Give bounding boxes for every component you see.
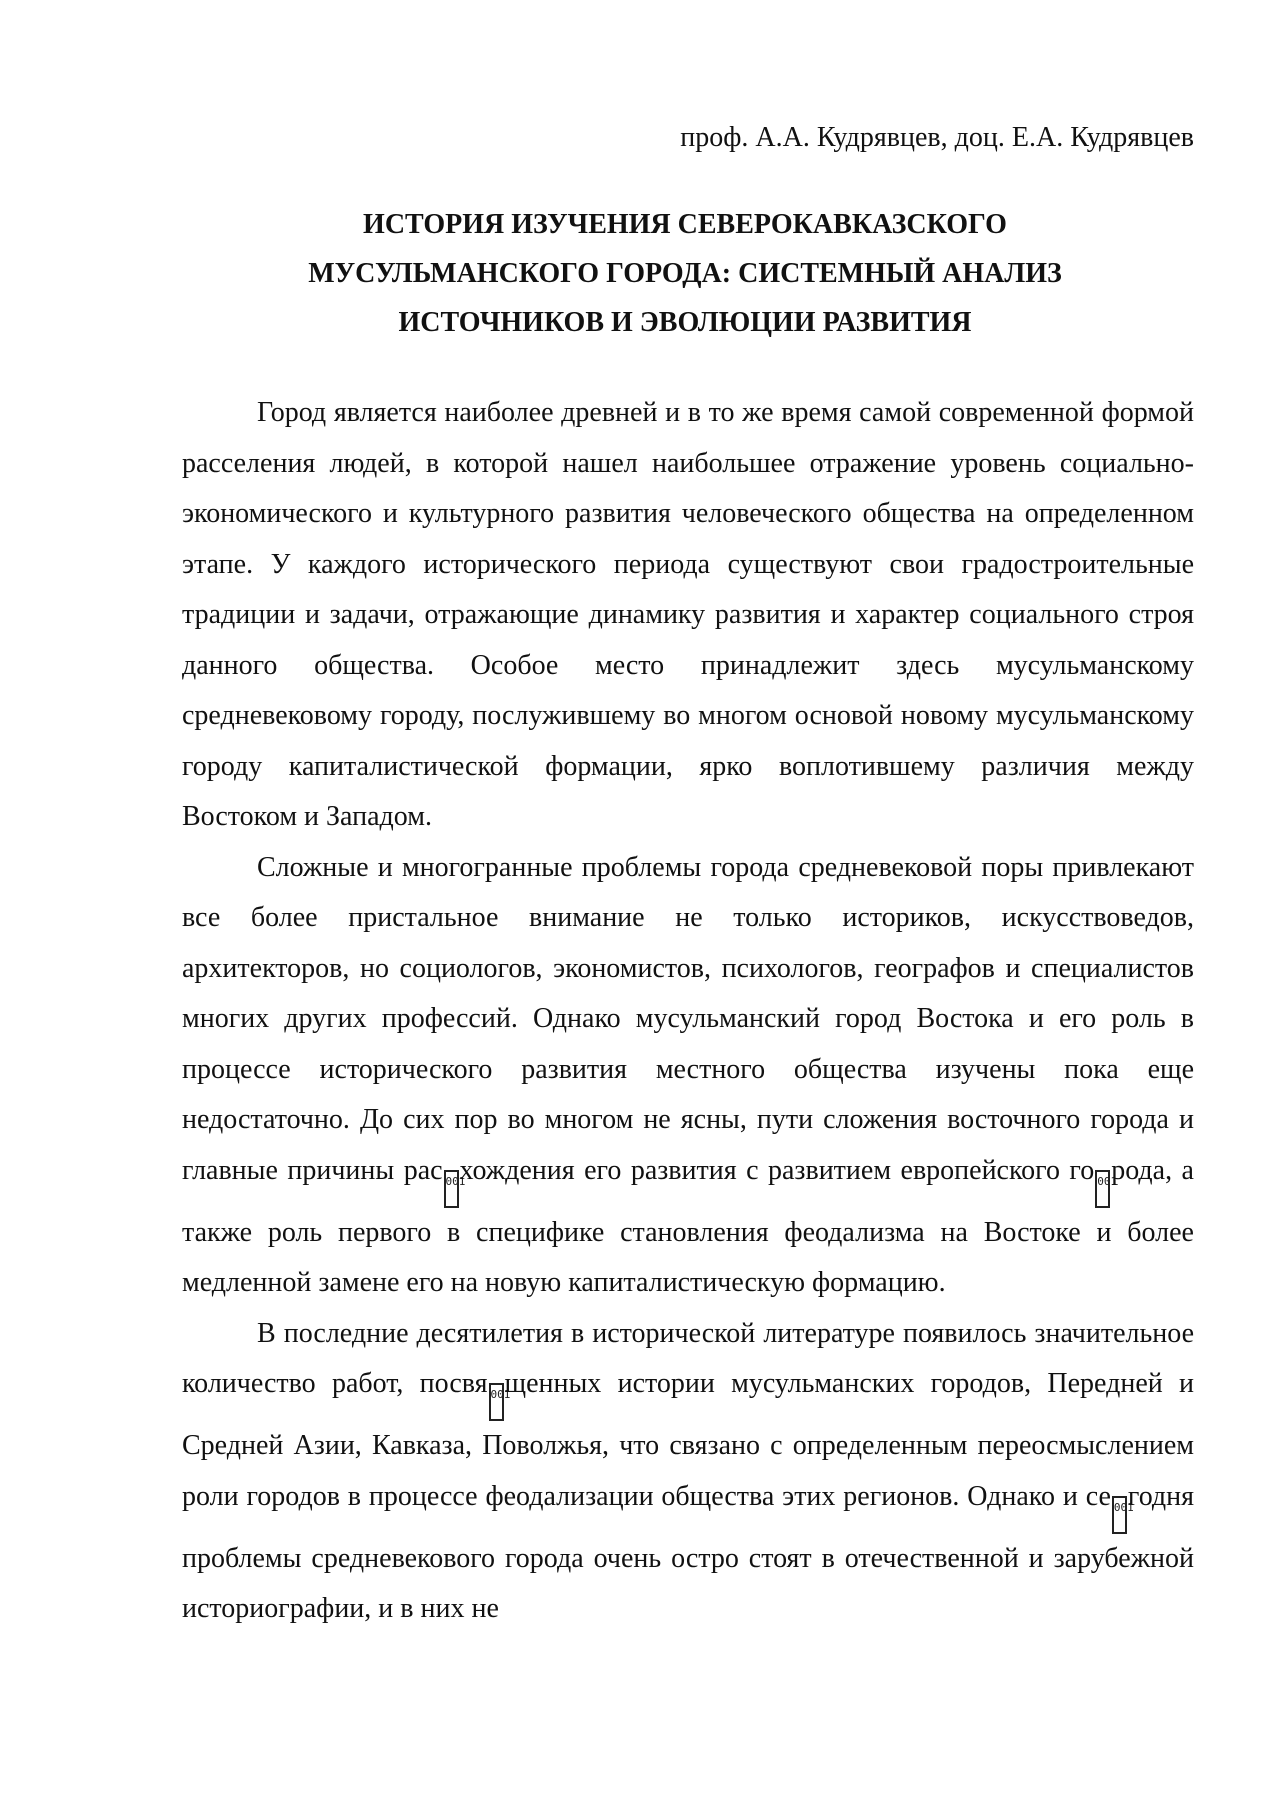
paragraph-2-part-a: Сложные и многогранные проблемы города средневековой поры привлекают все более пристальное внимание не только историков, искусствоведов, архитекторов, но социологов, экономистов, психологов, географов и специалистов многих других профессий. Однако мусульманский город Востока и его роль в процессе исторического развития местного общества изучены пока еще недостаточно. До сих пор во многом не ясны, пути сложения восточного города и главные причины рас bbox=[182, 851, 1194, 1186]
missing-glyph-icon: 001 bbox=[1095, 1170, 1110, 1208]
paragraph-2 bbox=[182, 843, 1194, 1309]
paragraph-3-part-a: В последние десятилетия в исторической литературе появилось значительное количество работ, посвя bbox=[182, 1317, 1194, 1399]
title-line-1: ИСТОРИЯ ИЗУЧЕНИЯ СЕВЕРОКАВКАЗСКОГО bbox=[363, 209, 1007, 240]
title-line-3: ИСТОЧНИКОВ И ЭВОЛЮЦИИ РАЗВИТИЯ bbox=[398, 307, 972, 338]
article-body bbox=[182, 388, 1194, 1635]
article-title bbox=[250, 200, 1120, 347]
paragraph-3-part-b: щенных истории мусульманских городов, Передней и Средней Азии, Кавказа, Поволжья, что связано с определенным переосмыслением роли городов в процессе феодализации общества этих регионов. Однако и се bbox=[182, 1368, 1195, 1512]
title-line-2: МУСУЛЬМАНСКОГО ГОРОДА: СИСТЕМНЫЙ АНАЛИЗ bbox=[308, 258, 1062, 289]
missing-glyph-icon: 001 bbox=[1112, 1496, 1127, 1534]
paragraph-2-part-b: хождения его развития с развитием европейского го bbox=[459, 1154, 1095, 1186]
missing-glyph-icon: 001 bbox=[444, 1170, 459, 1208]
author-line: проф. А.А. Кудрявцев, доц. Е.А. Кудрявцев bbox=[680, 122, 1194, 153]
paragraph-2-part-c: рода, а также роль первого в специфике становления феодализма на Востоке и более медленной замене его на новую капиталистическую формацию. bbox=[182, 1154, 1194, 1298]
paragraph-3-part-c: годня проблемы средневекового города очень остро стоят в отечественной и зарубежной историографии, и в них не bbox=[182, 1480, 1194, 1624]
paragraph-3 bbox=[182, 1309, 1194, 1635]
paragraph-1: Город является наиболее древней и в то же время самой современной формой расселения людей, в которой нашел наибольшее отражение уровень социально-экономического и культурного развития человеческого общества на определенном этапе. У каждого исторического периода существуют свои градостроительные традиции и задачи, отражающие динамику развития и характер социального строя данного общества. Особое место принадлежит здесь мусульманскому средневековому городу, послужившему во многом основой новому мусульманскому городу капиталистической формации, ярко воплотившему различия между Востоком и Западом. bbox=[182, 397, 1194, 832]
missing-glyph-icon: 001 bbox=[489, 1383, 504, 1421]
